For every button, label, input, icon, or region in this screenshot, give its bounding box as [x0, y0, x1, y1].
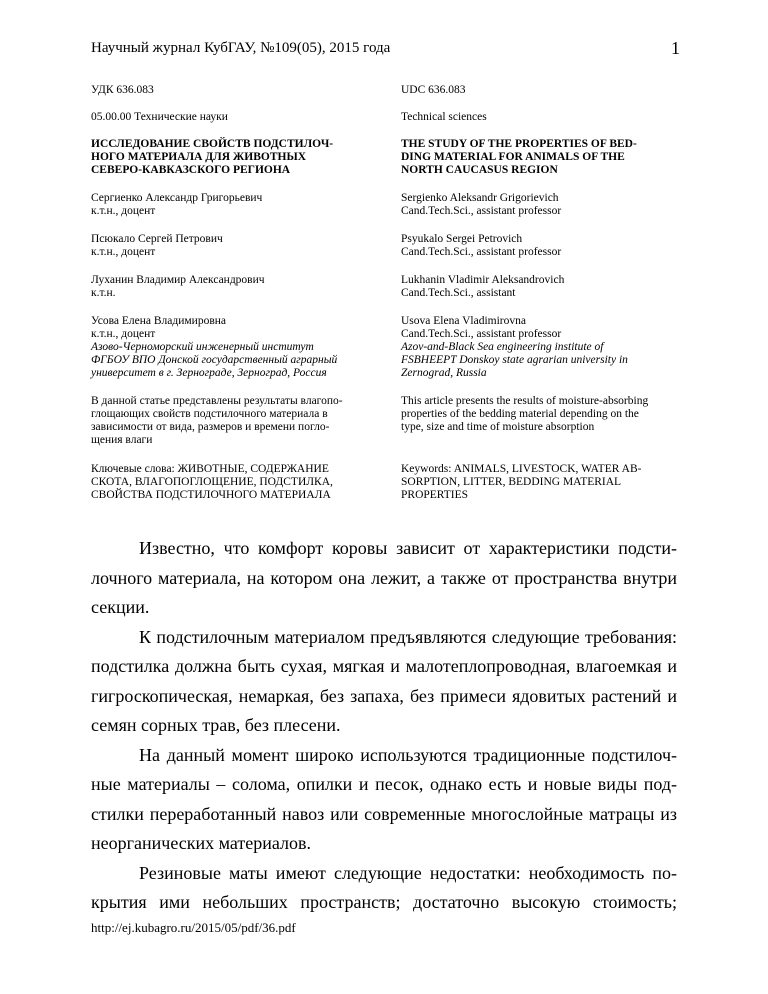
author-ru [91, 233, 401, 259]
title-ru-line: СЕВЕРО-КАВКАЗСКОГО РЕГИОНА [91, 164, 291, 176]
abstract-ru-line: зависимости от вида, размеров и времени погло- [91, 421, 330, 433]
abstract-en-line: properties of the bedding material depending on the [401, 408, 639, 420]
title-ru-line: ИССЛЕДОВАНИЕ СВОЙСТВ ПОДСТИЛОЧ- [91, 138, 334, 150]
author-row [91, 192, 681, 218]
abstract-ru [91, 395, 401, 447]
keywords-ru [91, 463, 401, 502]
author-degree-en: Cand.Tech.Sci., assistant professor [401, 328, 562, 340]
author-degree-ru: к.т.н., доцент [91, 246, 156, 258]
abstract-en-line: type, size and time of moisture absorption [401, 421, 595, 433]
journal-header: Научный журнал КубГАУ, №109(05), 2015 года [91, 40, 391, 56]
keywords-ru-line: СКОТА, ВЛАГОПОГЛОЩЕНИЕ, ПОДСТИЛКА, [91, 476, 333, 488]
body-line: стилки переработанный навоз или современные многослойные матрацы из [91, 803, 677, 824]
body-line: неорганических материалов. [91, 833, 312, 853]
author-name-ru: Усова Елена Владимировна [91, 315, 227, 327]
keywords-row [91, 463, 681, 502]
affiliation-en-line: Azov-and-Black Sea engineering institute of [401, 341, 604, 353]
title-ru [91, 138, 401, 177]
keywords-ru-line: СВОЙСТВА ПОДСТИЛОЧНОГО МАТЕРИАЛА [91, 489, 331, 501]
author-ru [91, 192, 401, 218]
author-degree-en: Cand.Tech.Sci., assistant professor [401, 205, 562, 217]
author-name-en: Sergienko Aleksandr Grigorievich [401, 192, 559, 204]
body-paragraph [91, 859, 677, 918]
author-degree-ru: к.т.н., доцент [91, 328, 156, 340]
abstract-en [401, 395, 681, 447]
body-line: гигроскопическая, немаркая, без запаха, без примеси ядовитых растений и [91, 685, 677, 706]
author-degree-ru: к.т.н. [91, 287, 116, 299]
author-ru [91, 315, 401, 380]
affiliation-en-line: Zernograd, Russia [401, 367, 487, 379]
author-row [91, 274, 681, 300]
body-line: Резиновые маты имеют следующие недостатки: необходимость по- [139, 862, 677, 883]
body-paragraph [91, 623, 677, 741]
author-name-en: Lukhanin Vladimir Aleksandrovich [401, 274, 565, 286]
title-row [91, 138, 681, 177]
author-name-ru: Псюкало Сергей Петрович [91, 233, 223, 245]
title-en [401, 138, 681, 177]
keywords-en-line: SORPTION, LITTER, BEDDING MATERIAL [401, 476, 622, 488]
author-name-en: Psyukalo Sergei Petrovich [401, 233, 523, 245]
title-en-line: THE STUDY OF THE PROPERTIES OF BED- [401, 138, 637, 150]
bilingual-abstract-table [91, 84, 681, 502]
body-line: крытия ими небольших пространств; достаточно высокую стоимость; [91, 892, 677, 912]
author-degree-en: Cand.Tech.Sci., assistant professor [401, 246, 562, 258]
author-en [401, 233, 681, 259]
udc-en: UDC 636.083 [401, 84, 466, 96]
affiliation-ru-line: университет в г. Зернограде, Зерноград, Россия [91, 367, 327, 379]
author-row [91, 233, 681, 259]
article-url: http://ej.kubagro.ru/2015/05/pdf/36.pdf [91, 920, 296, 935]
author-name-en: Usova Elena Vladimirovna [401, 315, 526, 327]
title-en-line: NORTH CAUCASUS REGION [401, 164, 558, 176]
keywords-en-line: Keywords: ANIMALS, LIVESTOCK, WATER AB- [401, 463, 642, 475]
page-number: 1 [671, 38, 680, 58]
body-line: К подстилочным материалом предъявляются следующие требования: [139, 626, 677, 647]
udc-ru: УДК 636.083 [91, 84, 154, 96]
author-name-ru: Сергиенко Александр Григорьевич [91, 192, 263, 204]
body-line: ные материалы – солома, опилки и песок, однако есть и новые виды под- [91, 774, 677, 794]
body-line: На данный момент широко используются традиционные подстилоч- [139, 744, 677, 765]
body-line: подстилка должна быть сухая, мягкая и малотеплопроводная, влагоемкая и [91, 656, 677, 676]
science-field-ru: 05.00.00 Технические науки [91, 111, 228, 123]
keywords-ru-line: Ключевые слова: ЖИВОТНЫЕ, СОДЕРЖАНИЕ [91, 463, 329, 475]
title-en-line: DING MATERIAL FOR ANIMALS OF THE [401, 151, 625, 163]
abstract-en-line: This article presents the results of moisture-absorbing [401, 395, 649, 407]
abstract-row [91, 395, 681, 447]
author-en [401, 192, 681, 218]
author-row [91, 315, 681, 380]
affiliation-ru-line: Азово-Черноморский инженерный институт [91, 341, 314, 353]
body-line: семян сорных трав, без плесени. [91, 715, 341, 735]
body-line: секции. [91, 597, 150, 617]
keywords-en-line: PROPERTIES [401, 489, 469, 501]
article-body [91, 534, 677, 918]
body-paragraph [91, 741, 677, 859]
abstract-ru-line: В данной статье представлены результаты влагопо- [91, 395, 343, 407]
author-en [401, 315, 681, 380]
affiliation-en-line: FSBHEEPT Donskoy state agrarian university in [401, 354, 628, 366]
author-ru [91, 274, 401, 300]
title-ru-line: НОГО МАТЕРИАЛА ДЛЯ ЖИВОТНЫХ [91, 151, 307, 163]
abstract-ru-line: глощающих свойств подстилочного материала в [91, 408, 328, 420]
body-line: лочного материала, на котором она лежит, а также от пространства внутри [91, 567, 677, 588]
author-degree-ru: к.т.н., доцент [91, 205, 156, 217]
body-line: Известно, что комфорт коровы зависит от характеристики подсти- [139, 538, 677, 558]
body-paragraph [91, 534, 677, 623]
author-name-ru: Луханин Владимир Александрович [91, 274, 265, 286]
author-en [401, 274, 681, 300]
udc-row [91, 84, 681, 97]
science-field-en: Technical sciences [401, 111, 487, 123]
keywords-en [401, 463, 681, 502]
science-field-row [91, 111, 681, 124]
abstract-ru-line: щения влаги [91, 434, 153, 446]
author-degree-en: Cand.Tech.Sci., assistant [401, 287, 516, 299]
affiliation-ru-line: ФГБОУ ВПО Донской государственный аграрный [91, 354, 338, 366]
